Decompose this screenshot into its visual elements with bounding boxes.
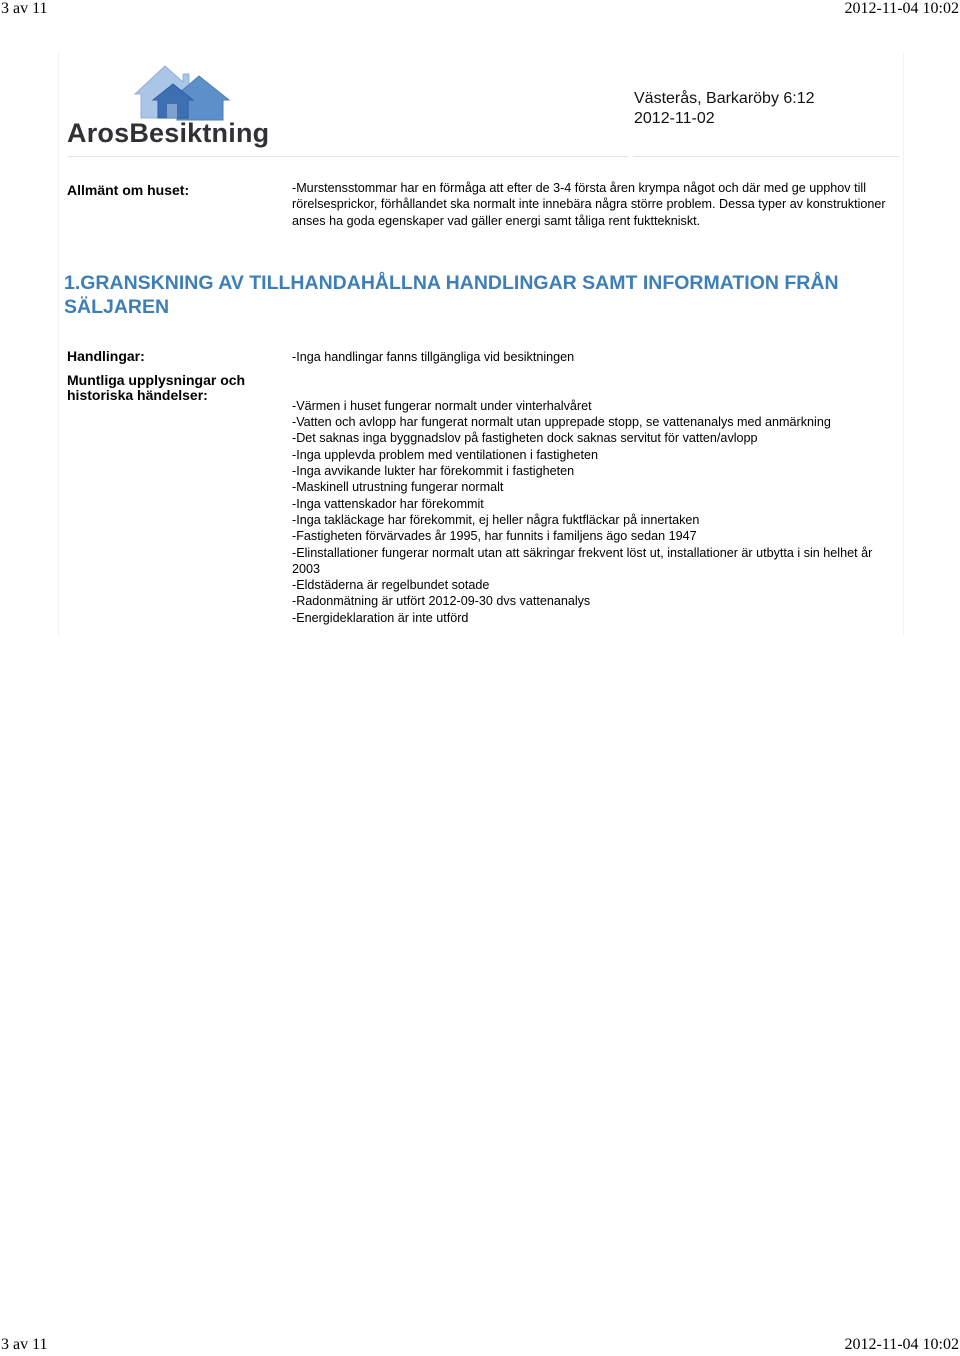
documents-text: -Inga handlingar fanns tillgängliga vid besiktningen	[292, 350, 575, 364]
oral-info-label	[67, 373, 245, 403]
print-timestamp: 2012-11-04 10:02	[844, 0, 959, 17]
spacer	[292, 382, 896, 398]
list-item: -Det saknas inga byggnadslov på fastigheten dock saknas servitut för vatten/avlopp	[292, 431, 758, 446]
oral-info-label-line: historiska händelser:	[67, 387, 208, 403]
list-item: -Maskinell utrustning fungerar normalt	[292, 480, 504, 495]
general-description: -Murstensstommar har en förmåga att efter de 3-4 första åren krympa något och där med ge upphov till rörelsesprickor, förhållandet ska normalt inte innebära några större problem. Dessa typer av konstruktioner anses ha goda egenskaper vad gäller energi samt tåliga rent fukttekniskt.	[292, 181, 886, 228]
list-item: -Elinstallationer fungerar normalt utan att säkringar frekvent löst ut, installationer är utbytta i sin helhet år 2003	[292, 545, 873, 576]
page-indicator: 3 av 11	[1, 1336, 48, 1353]
general-label: Allmänt om huset:	[67, 182, 190, 198]
header-divider	[67, 156, 629, 157]
page-indicator: 3 av 11	[1, 0, 48, 17]
information-list	[292, 349, 896, 626]
list-item: -Inga upplevda problem med ventilationen i fastigheten	[292, 447, 598, 462]
header-divider	[633, 156, 899, 157]
property-address	[634, 89, 815, 129]
list-item: -Vatten och avlopp har fungerat normalt utan upprepade stopp, se vattenanalys med anmärkning	[292, 415, 831, 430]
print-footer	[0, 1336, 960, 1356]
list-item: -Inga takläckage har förekommit, ej heller några fuktfläckar på innertaken	[292, 512, 700, 527]
logo-wordmark: ArosBesiktning	[67, 118, 270, 148]
inspection-date: 2012-11-02	[634, 110, 715, 127]
print-header	[0, 0, 960, 20]
list-item: -Energideklaration är inte utförd	[292, 610, 469, 625]
list-item: -Fastigheten förvärvades år 1995, har funnits i familjens ägo sedan 1947	[292, 529, 697, 544]
house-logo-icon	[127, 60, 267, 122]
list-item: -Inga avvikande lukter har förekommit i fastigheten	[292, 464, 575, 479]
print-timestamp: 2012-11-04 10:02	[844, 1336, 959, 1353]
list-item: -Radonmätning är utfört 2012-09-30 dvs vattenanalys	[292, 594, 591, 609]
list-item: -Eldstäderna är regelbundet sotade	[292, 578, 490, 593]
oral-info-label-line: Muntliga upplysningar och	[67, 372, 246, 388]
company-logo	[67, 60, 271, 154]
list-item: -Värmen i huset fungerar normalt under vinterhalvåret	[292, 398, 592, 413]
list-item: -Inga vattenskador har förekommit	[292, 496, 484, 511]
document-page	[58, 52, 904, 636]
documents-label: Handlingar:	[67, 348, 145, 364]
section-title: 1.GRANSKNING AV TILLHANDAHÅLLNA HANDLINGAR SAMT INFORMATION FRÅN SÄLJAREN	[64, 272, 839, 318]
spacer	[292, 365, 896, 381]
property-name: Västerås, Barkaröby 6:12	[634, 90, 815, 107]
